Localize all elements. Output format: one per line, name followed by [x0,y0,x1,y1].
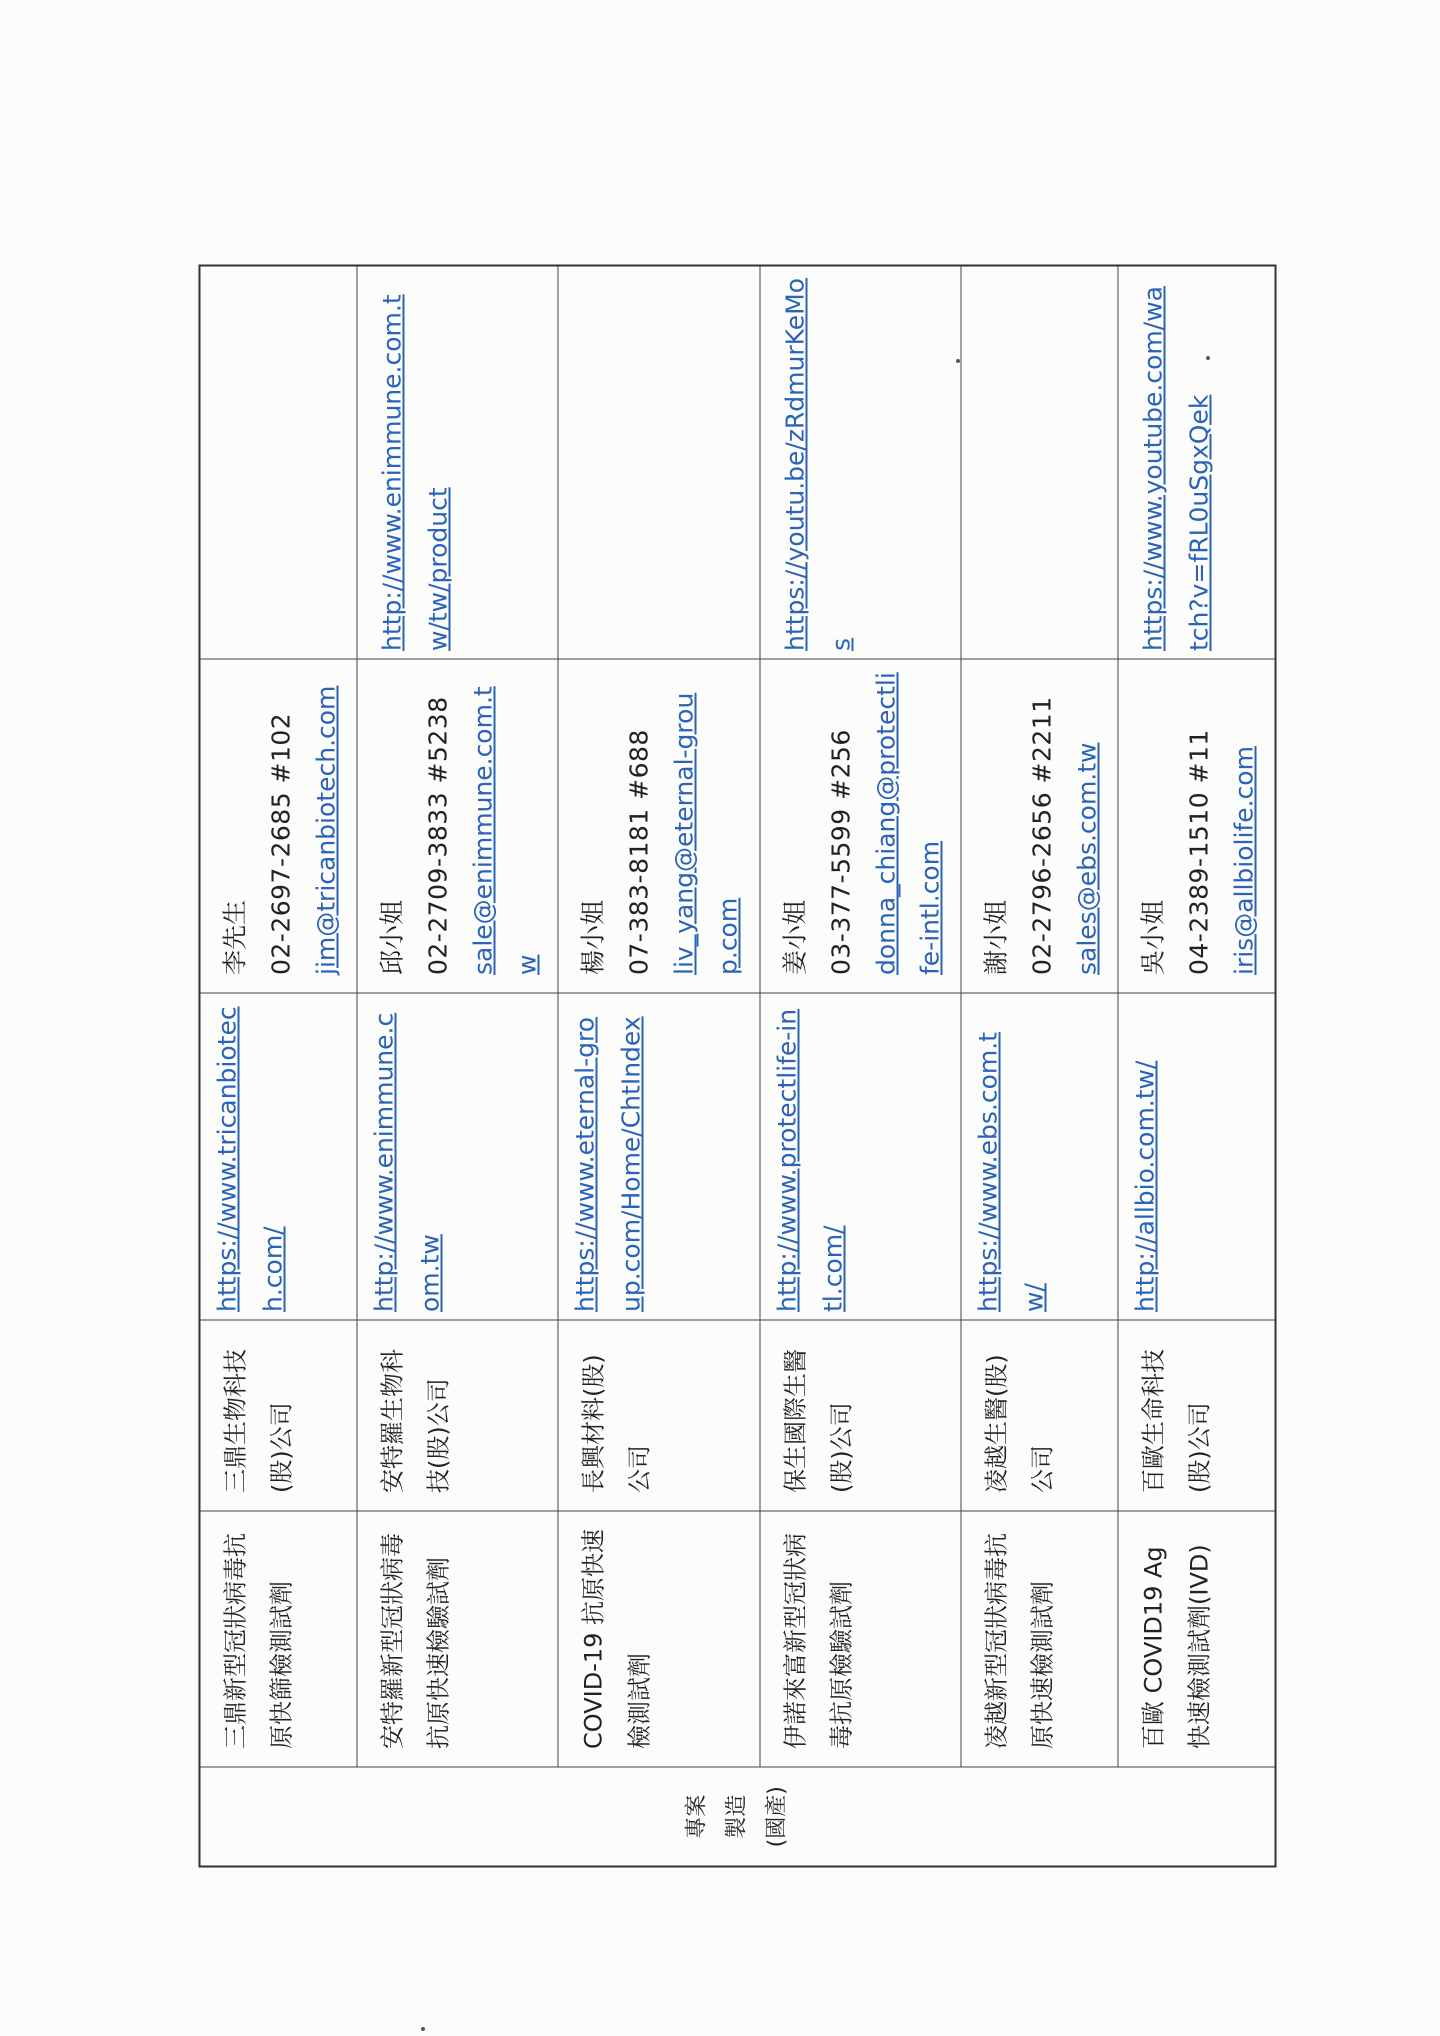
contact-name: 邱小姐 [376,899,406,975]
contact-email-link[interactable]: liv_yang@eternal-group.com [669,692,743,975]
company-name: 保生國際生醫(股)公司 [759,1321,960,1512]
contact-cell [356,660,557,994]
product-name: COVID-19 抗原快速檢測試劑 [558,1512,759,1768]
contact-name: 謝小姐 [981,899,1011,975]
website-link[interactable]: http://www.protectlife-intl.com/ [771,1008,847,1312]
contact-email-link[interactable]: donna_chiang@protectlife-intl.com [870,672,944,975]
contact-phone: 02-2796-2656 #2211 [1027,696,1057,975]
company-name: 長興材料(股)公司 [558,1321,759,1512]
product-name: 伊諾來富新型冠狀病毒抗原檢驗試劑 [759,1512,960,1768]
table-row [759,266,960,1867]
product-info-link[interactable]: http://www.enimmune.com.tw/tw/product [376,294,452,651]
table-row [558,266,759,1867]
table-row [199,266,356,1867]
website-link[interactable]: https://www.tricanbiotech.com/ [212,1006,287,1312]
company-name: 百歐生命科技(股)公司 [1118,1321,1275,1512]
contact-phone: 07-383-8181 #688 [624,729,654,975]
category-cell [199,1768,1275,1867]
category-label-line2: 製造 [724,1794,749,1839]
website-link[interactable]: http://allbio.com.tw/ [1130,1060,1160,1312]
contact-email-link[interactable]: jim@tricanbiotech.com [311,685,340,975]
category-label-line1: 專案 [684,1794,709,1839]
contact-phone: 02-2697-2685 #102 [266,712,295,975]
contact-cell [961,660,1118,994]
contact-cell [1118,660,1275,994]
product-name: 百歐 COVID19 Ag 快速檢測試劑(IVD) [1118,1512,1275,1768]
table-row [1118,266,1275,1867]
contact-email-link[interactable]: sales@ebs.com.tw [1072,742,1102,975]
contact-cell [759,660,960,994]
contact-email-link[interactable]: iris@allbiolife.com [1229,746,1259,975]
website-link[interactable]: https://www.eternal-group.com/Home/ChtIndex [570,1016,646,1312]
company-name: 三鼎生物科技(股)公司 [199,1321,356,1512]
contact-cell [558,660,759,994]
company-name: 凌越生醫(股)公司 [961,1321,1118,1512]
contact-phone: 02-2709-3833 #5238 [422,696,452,975]
website-link[interactable]: https://www.ebs.com.tw/ [973,1032,1049,1312]
contact-phone: 03-377-5599 #256 [825,729,855,975]
contact-name: 姜小姐 [779,899,809,975]
category-label-line3: (國產) [764,1786,789,1848]
scan-speck [1206,356,1210,360]
product-info-link[interactable]: https://youtu.be/zRdmurKeMos [779,277,855,651]
company-name: 安特羅生物科技(股)公司 [356,1321,557,1512]
product-name: 凌越新型冠狀病毒抗原快速檢測試劑 [961,1512,1118,1768]
scan-speck [956,359,960,363]
contact-phone: 04-2389-1510 #11 [1184,729,1214,975]
product-name: 三鼎新型冠狀病毒抗原快篩檢測試劑 [199,1512,356,1768]
website-link[interactable]: http://www.enimmune.com.tw [368,1012,444,1312]
contact-name: 楊小姐 [578,899,608,975]
scan-speck [421,2027,425,2031]
product-name: 安特羅新型冠狀病毒抗原快速檢驗試劑 [356,1512,557,1768]
product-contact-table [198,265,1276,1868]
contact-cell [199,660,356,994]
contact-name: 李先生 [220,899,249,975]
table-row [356,266,557,1867]
contact-name: 吳小姐 [1138,899,1168,975]
rotated-table-container [198,267,1276,1868]
contact-email-link[interactable]: sale@enimmune.com.tw [467,686,541,975]
table-row [961,266,1118,1867]
product-info-link[interactable]: https://www.youtube.com/watch?v=fRL0uSgxQek [1138,286,1214,651]
